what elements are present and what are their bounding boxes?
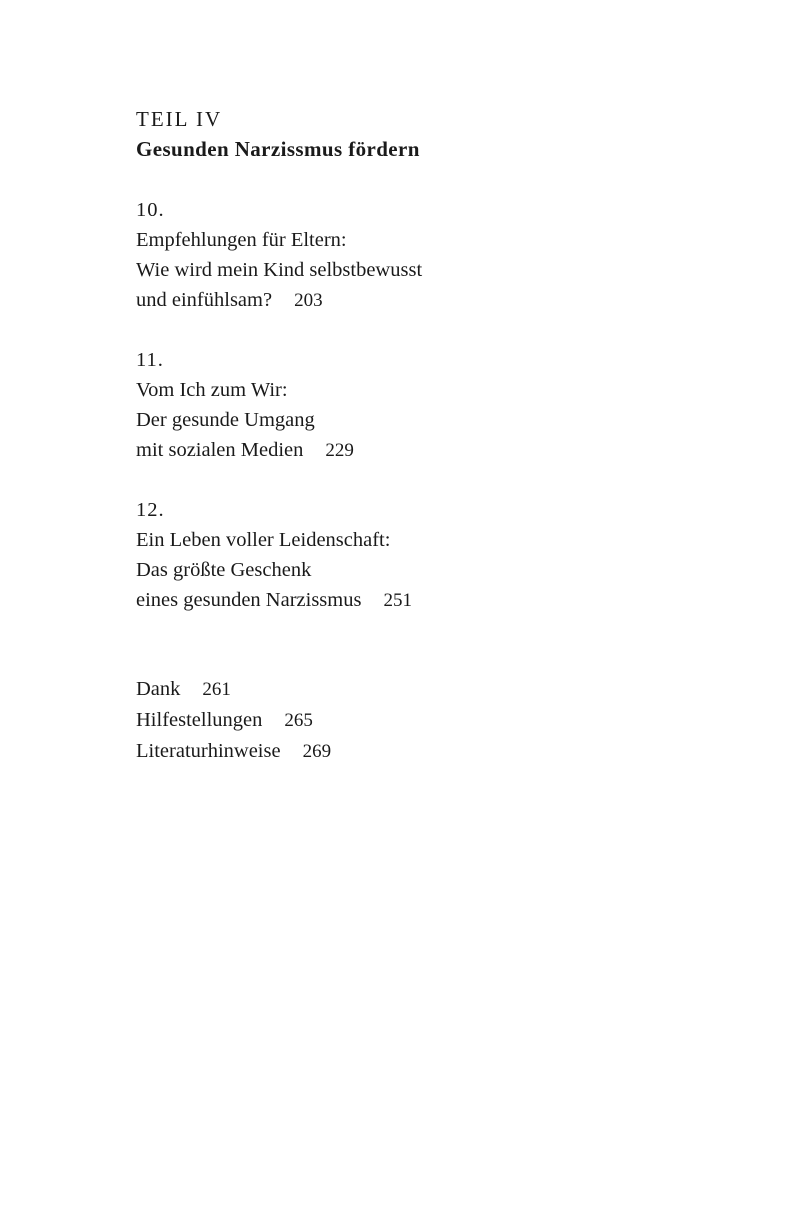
chapter-title-line: eines gesunden Narzissmus: [136, 589, 362, 611]
toc-entry-literaturhinweise[interactable]: [136, 736, 331, 767]
chapter-title-line: mit sozialen Medien: [136, 439, 304, 461]
part-title: Gesunden Narzissmus fördern: [136, 137, 420, 161]
chapter-title-line: und einfühlsam?: [136, 289, 273, 311]
chapter-page-number: 203: [294, 290, 323, 311]
chapter-title-line: Ein Leben voller Leidenschaft:: [136, 529, 391, 551]
toc-entry-hilfestellungen[interactable]: [136, 705, 331, 736]
chapter-title-line: Vom Ich zum Wir:: [136, 379, 288, 401]
toc-chapter-11[interactable]: [136, 345, 354, 466]
entry-title: Literaturhinweise: [136, 740, 281, 762]
chapter-number: 12.: [136, 499, 165, 521]
chapter-title-line: Empfehlungen für Eltern:: [136, 229, 347, 251]
entry-page-number: 269: [302, 741, 332, 762]
chapter-title-line: Wie wird mein Kind selbstbewusst: [136, 259, 423, 281]
entry-page-number: 265: [284, 710, 313, 731]
chapter-number: 11.: [136, 349, 164, 371]
chapter-page-number: 229: [325, 440, 354, 461]
chapter-page-number: 251: [383, 590, 412, 611]
toc-chapter-10[interactable]: [136, 195, 422, 316]
chapter-title-line: Das größte Geschenk: [136, 559, 312, 581]
toc-entry-dank[interactable]: [136, 674, 331, 705]
chapter-number: 10.: [136, 199, 165, 221]
part-label: TEIL IV: [136, 107, 223, 131]
chapter-title-line: Der gesunde Umgang: [136, 409, 315, 431]
entry-title: Hilfestellungen: [136, 709, 263, 731]
entry-title: Dank: [136, 678, 181, 700]
toc-backmatter: [136, 674, 331, 767]
toc-chapter-12[interactable]: [136, 495, 412, 616]
entry-page-number: 261: [202, 679, 231, 700]
